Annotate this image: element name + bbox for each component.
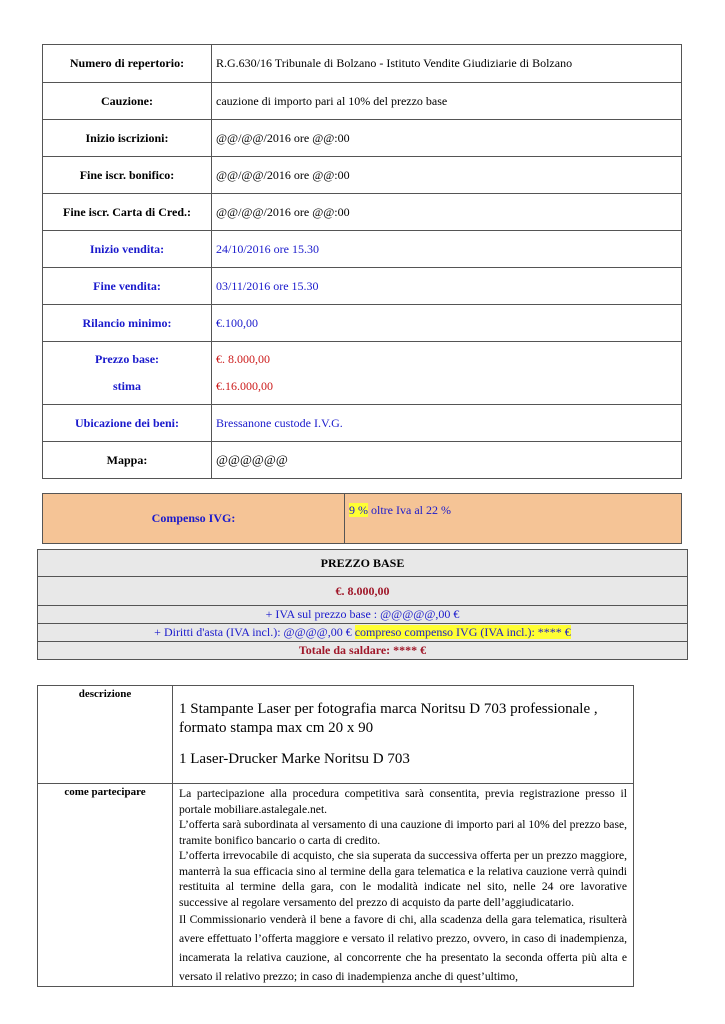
prezzo-diritti-cell xyxy=(38,624,688,642)
prezzo-totale: Totale da saldare: **** € xyxy=(38,642,688,660)
label-rilancio-minimo: Rilancio minimo: xyxy=(43,305,212,342)
row-prezzo-diritti xyxy=(38,624,688,642)
prezzo-diritti-highlight: compreso compenso IVG (IVA incl.): **** € xyxy=(354,625,571,639)
row-rilancio-minimo xyxy=(43,305,682,342)
row-numero-repertorio xyxy=(43,45,682,83)
value-prezzo-base: €. 8.000,00 xyxy=(216,352,270,366)
info-table xyxy=(42,44,682,479)
row-fine-iscr-carta xyxy=(43,194,682,231)
row-cauzione xyxy=(43,83,682,120)
compenso-suffix: oltre Iva al 22 % xyxy=(368,503,451,517)
row-prezzo-amount xyxy=(38,577,688,606)
label-prezzo-base-cell xyxy=(43,342,212,405)
label-fine-iscr-bonifico: Fine iscr. bonifico: xyxy=(43,157,212,194)
prezzo-iva: + IVA sul prezzo base : @@@@@,00 € xyxy=(38,606,688,624)
label-fine-vendita: Fine vendita: xyxy=(43,268,212,305)
row-inizio-vendita xyxy=(43,231,682,268)
value-fine-iscr-carta: @@/@@/2016 ore @@:00 xyxy=(212,194,682,231)
partecipare-paragraph-1: La partecipazione alla procedura competitiva sarà consentita, previa registrazione presso il portale mobiliare.astalegale.net. xyxy=(179,787,627,816)
label-inizio-iscrizioni: Inizio iscrizioni: xyxy=(43,120,212,157)
row-prezzo-iva xyxy=(38,606,688,624)
prezzo-amount: €. 8.000,00 xyxy=(38,577,688,606)
value-cauzione: cauzione di importo pari al 10% del prezzo base xyxy=(212,83,682,120)
partecipare-paragraph-2: L’offerta sarà subordinata al versamento di una cauzione di importo pari al 10% del prezzo base, tramite bonifico bancario o carta di credito. xyxy=(179,818,627,847)
row-fine-iscr-bonifico xyxy=(43,157,682,194)
prezzo-table xyxy=(37,549,688,660)
label-compenso: Compenso IVG: xyxy=(43,494,345,544)
descrizione-line-2: 1 Laser-Drucker Marke Noritsu D 703 xyxy=(179,751,410,767)
partecipare-paragraph-3: L’offerta irrevocabile di acquisto, che sia superata da successiva offerta per un prezzo maggiore, manterrà la sua efficacia sino al termine della gara telematica e la relativa cauzione verrà quindi restituita al termine della gara, con le modalità indicate nel sito, nelle 24 ore lavorative successive al regolare versamento del prezzo di acquisto da parte dell’aggiudicatario. xyxy=(179,849,627,909)
label-ubicazione: Ubicazione dei beni: xyxy=(43,405,212,442)
row-mappa xyxy=(43,442,682,479)
value-stima: €.16.000,00 xyxy=(216,379,273,393)
label-numero-repertorio: Numero di repertorio: xyxy=(43,45,212,83)
value-inizio-vendita: 24/10/2016 ore 15.30 xyxy=(212,231,682,268)
row-come-partecipare xyxy=(38,784,634,987)
row-prezzo-header xyxy=(38,550,688,577)
partecipare-paragraph-4: Il Commissionario venderà il bene a favore di chi, alla scadenza della gara telematica, risulterà avere effettuato l’offerta maggiore e versato il relativo prezzo, ovvero, in caso di inadempienza, incamerata la relativa cauzione, al concorrente che ha presentato la seconda offerta più alta e versato il relativo prezzo; in caso di inadempienza anche di quest’ultimo, xyxy=(179,913,627,983)
row-compenso xyxy=(43,494,682,544)
prezzo-header: PREZZO BASE xyxy=(38,550,688,577)
value-compenso xyxy=(345,494,682,544)
value-fine-iscr-bonifico: @@/@@/2016 ore @@:00 xyxy=(212,157,682,194)
row-prezzo-base xyxy=(43,342,682,405)
value-rilancio-minimo: €.100,00 xyxy=(212,305,682,342)
label-mappa: Mappa: xyxy=(43,442,212,479)
compenso-table xyxy=(42,493,682,544)
label-descrizione: descrizione xyxy=(38,686,173,784)
prezzo-diritti: + Diritti d'asta (IVA incl.): @@@@,00 € xyxy=(154,625,355,639)
value-fine-vendita: 03/11/2016 ore 15.30 xyxy=(212,268,682,305)
value-inizio-iscrizioni: @@/@@/2016 ore @@:00 xyxy=(212,120,682,157)
row-descrizione xyxy=(38,686,634,784)
label-inizio-vendita: Inizio vendita: xyxy=(43,231,212,268)
compenso-percent: 9 % xyxy=(349,503,368,517)
value-descrizione xyxy=(173,686,634,784)
value-prezzo-base-cell xyxy=(212,342,682,405)
label-stima: stima xyxy=(113,379,141,393)
value-mappa: @@@@@@ xyxy=(212,442,682,479)
label-fine-iscr-carta: Fine iscr. Carta di Cred.: xyxy=(43,194,212,231)
value-numero-repertorio: R.G.630/16 Tribunale di Bolzano - Istituto Vendite Giudiziarie di Bolzano xyxy=(212,45,682,83)
row-fine-vendita xyxy=(43,268,682,305)
value-come-partecipare xyxy=(173,784,634,987)
descrizione-table xyxy=(37,685,634,987)
label-come-partecipare: come partecipare xyxy=(38,784,173,987)
label-cauzione: Cauzione: xyxy=(43,83,212,120)
row-ubicazione xyxy=(43,405,682,442)
row-inizio-iscrizioni xyxy=(43,120,682,157)
label-prezzo-base: Prezzo base: xyxy=(94,352,160,366)
value-ubicazione: Bressanone custode I.V.G. xyxy=(212,405,682,442)
descrizione-line-1: 1 Stampante Laser per fotografia marca Noritsu D 703 professionale , formato stampa max cm 20 x 90 xyxy=(179,701,598,736)
row-prezzo-totale xyxy=(38,642,688,660)
